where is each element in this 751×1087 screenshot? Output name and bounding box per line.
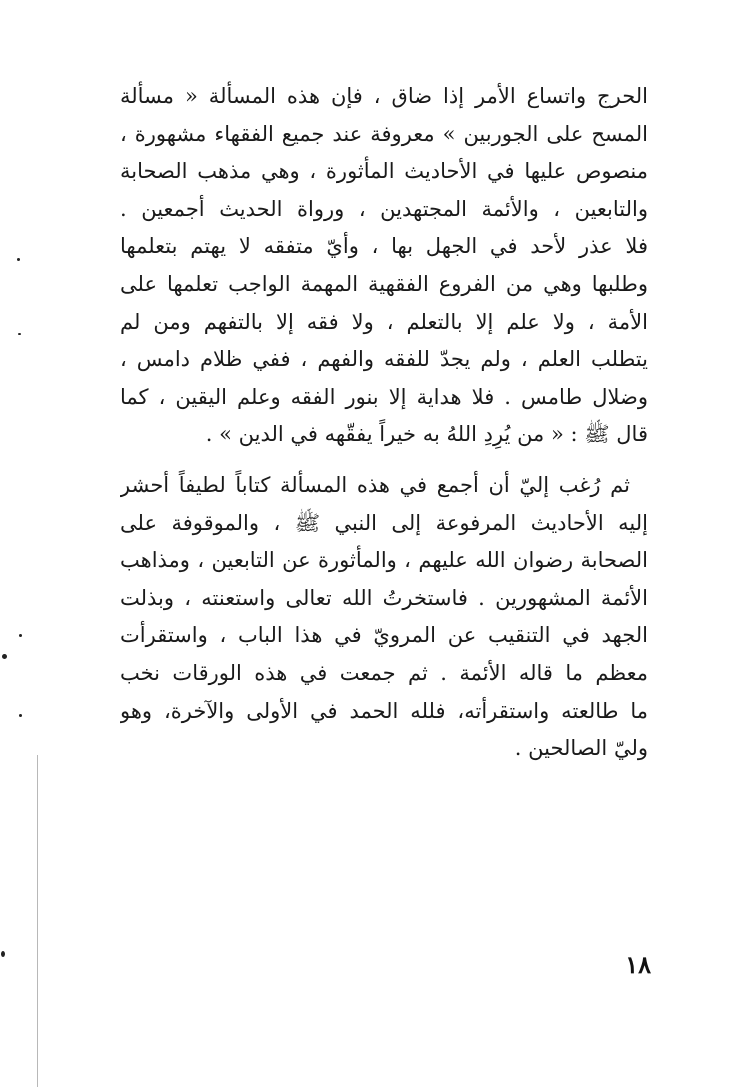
text-line: ثم رُغب إليّ أن أجمع في هذه المسألة كتاباً لطيفاً أحشر bbox=[120, 472, 630, 497]
text-line: الحرج واتساع الأمر إذا ضاق ، فإن هذه المسألة « مسألة bbox=[120, 84, 648, 108]
text-line: الصحابة رضوان الله عليهم ، والمأثورة عن التابعين ، ومذاهب bbox=[120, 548, 648, 573]
paragraph-gap bbox=[120, 454, 648, 467]
text-line: وضلال طامس . فلا هداية إلا بنور الفقه وعلم اليقين ، كما bbox=[120, 384, 648, 409]
text-line: وليّ الصالحين . bbox=[514, 736, 648, 761]
page-number: ١٨ bbox=[625, 950, 651, 979]
scan-speck bbox=[17, 258, 20, 261]
text-line: الجهد في التنقيب عن المرويّ في هذا الباب ، واستقرأت bbox=[120, 623, 648, 648]
text-line: فلا عذر لأحد في الجهل بها ، وأيّ متفقه لا يهتم بتعلمها bbox=[120, 234, 648, 259]
scan-speck bbox=[2, 654, 7, 659]
paragraph-2 bbox=[120, 467, 648, 768]
scan-speck bbox=[1, 951, 5, 957]
paragraph-1 bbox=[120, 78, 648, 454]
body-text bbox=[120, 78, 648, 768]
gutter-line bbox=[37, 755, 38, 1087]
text-line: معظم ما قاله الأئمة . ثم جمعت في هذه الورقات نخب bbox=[120, 660, 648, 685]
text-line: ما طالعته واستقرأته، فلله الحمد في الأولى والآخرة، وهو bbox=[120, 698, 648, 723]
text-line: يتطلب العلم ، ولم يجدّ للفقه والفهم ، ففي ظلام دامس ، bbox=[120, 347, 648, 372]
text-line: وطلبها وهي من الفروع الفقهية المهمة الواجب تعلمها على bbox=[120, 271, 648, 296]
scan-speck bbox=[18, 333, 21, 335]
text-line: المسح على الجوربين » معروفة عند جميع الفقهاء مشهورة ، bbox=[120, 121, 648, 146]
text-line: إليه الأحاديث المرفوعة إلى النبي ﷺ ، والموقوفة على bbox=[120, 510, 648, 535]
text-line: منصوص عليها في الأحاديث المأثورة ، وهي مذهب الصحابة bbox=[120, 159, 648, 184]
text-line: قال ﷺ : « من يُرِدِ اللهُ به خيراً يفقّهه في الدين » . bbox=[205, 422, 648, 447]
text-line: الأئمة المشهورين . فاستخرتُ الله تعالى واستعنته ، وبذلت bbox=[120, 585, 648, 610]
scan-speck bbox=[19, 634, 22, 637]
text-line: والتابعين ، والأئمة المجتهدين ، ورواة الحديث أجمعين . bbox=[120, 196, 648, 221]
scan-speck bbox=[19, 714, 22, 717]
text-line: الأمة ، ولا علم إلا بالتعلم ، ولا فقه إلا بالتفهم ومن لم bbox=[120, 309, 648, 334]
